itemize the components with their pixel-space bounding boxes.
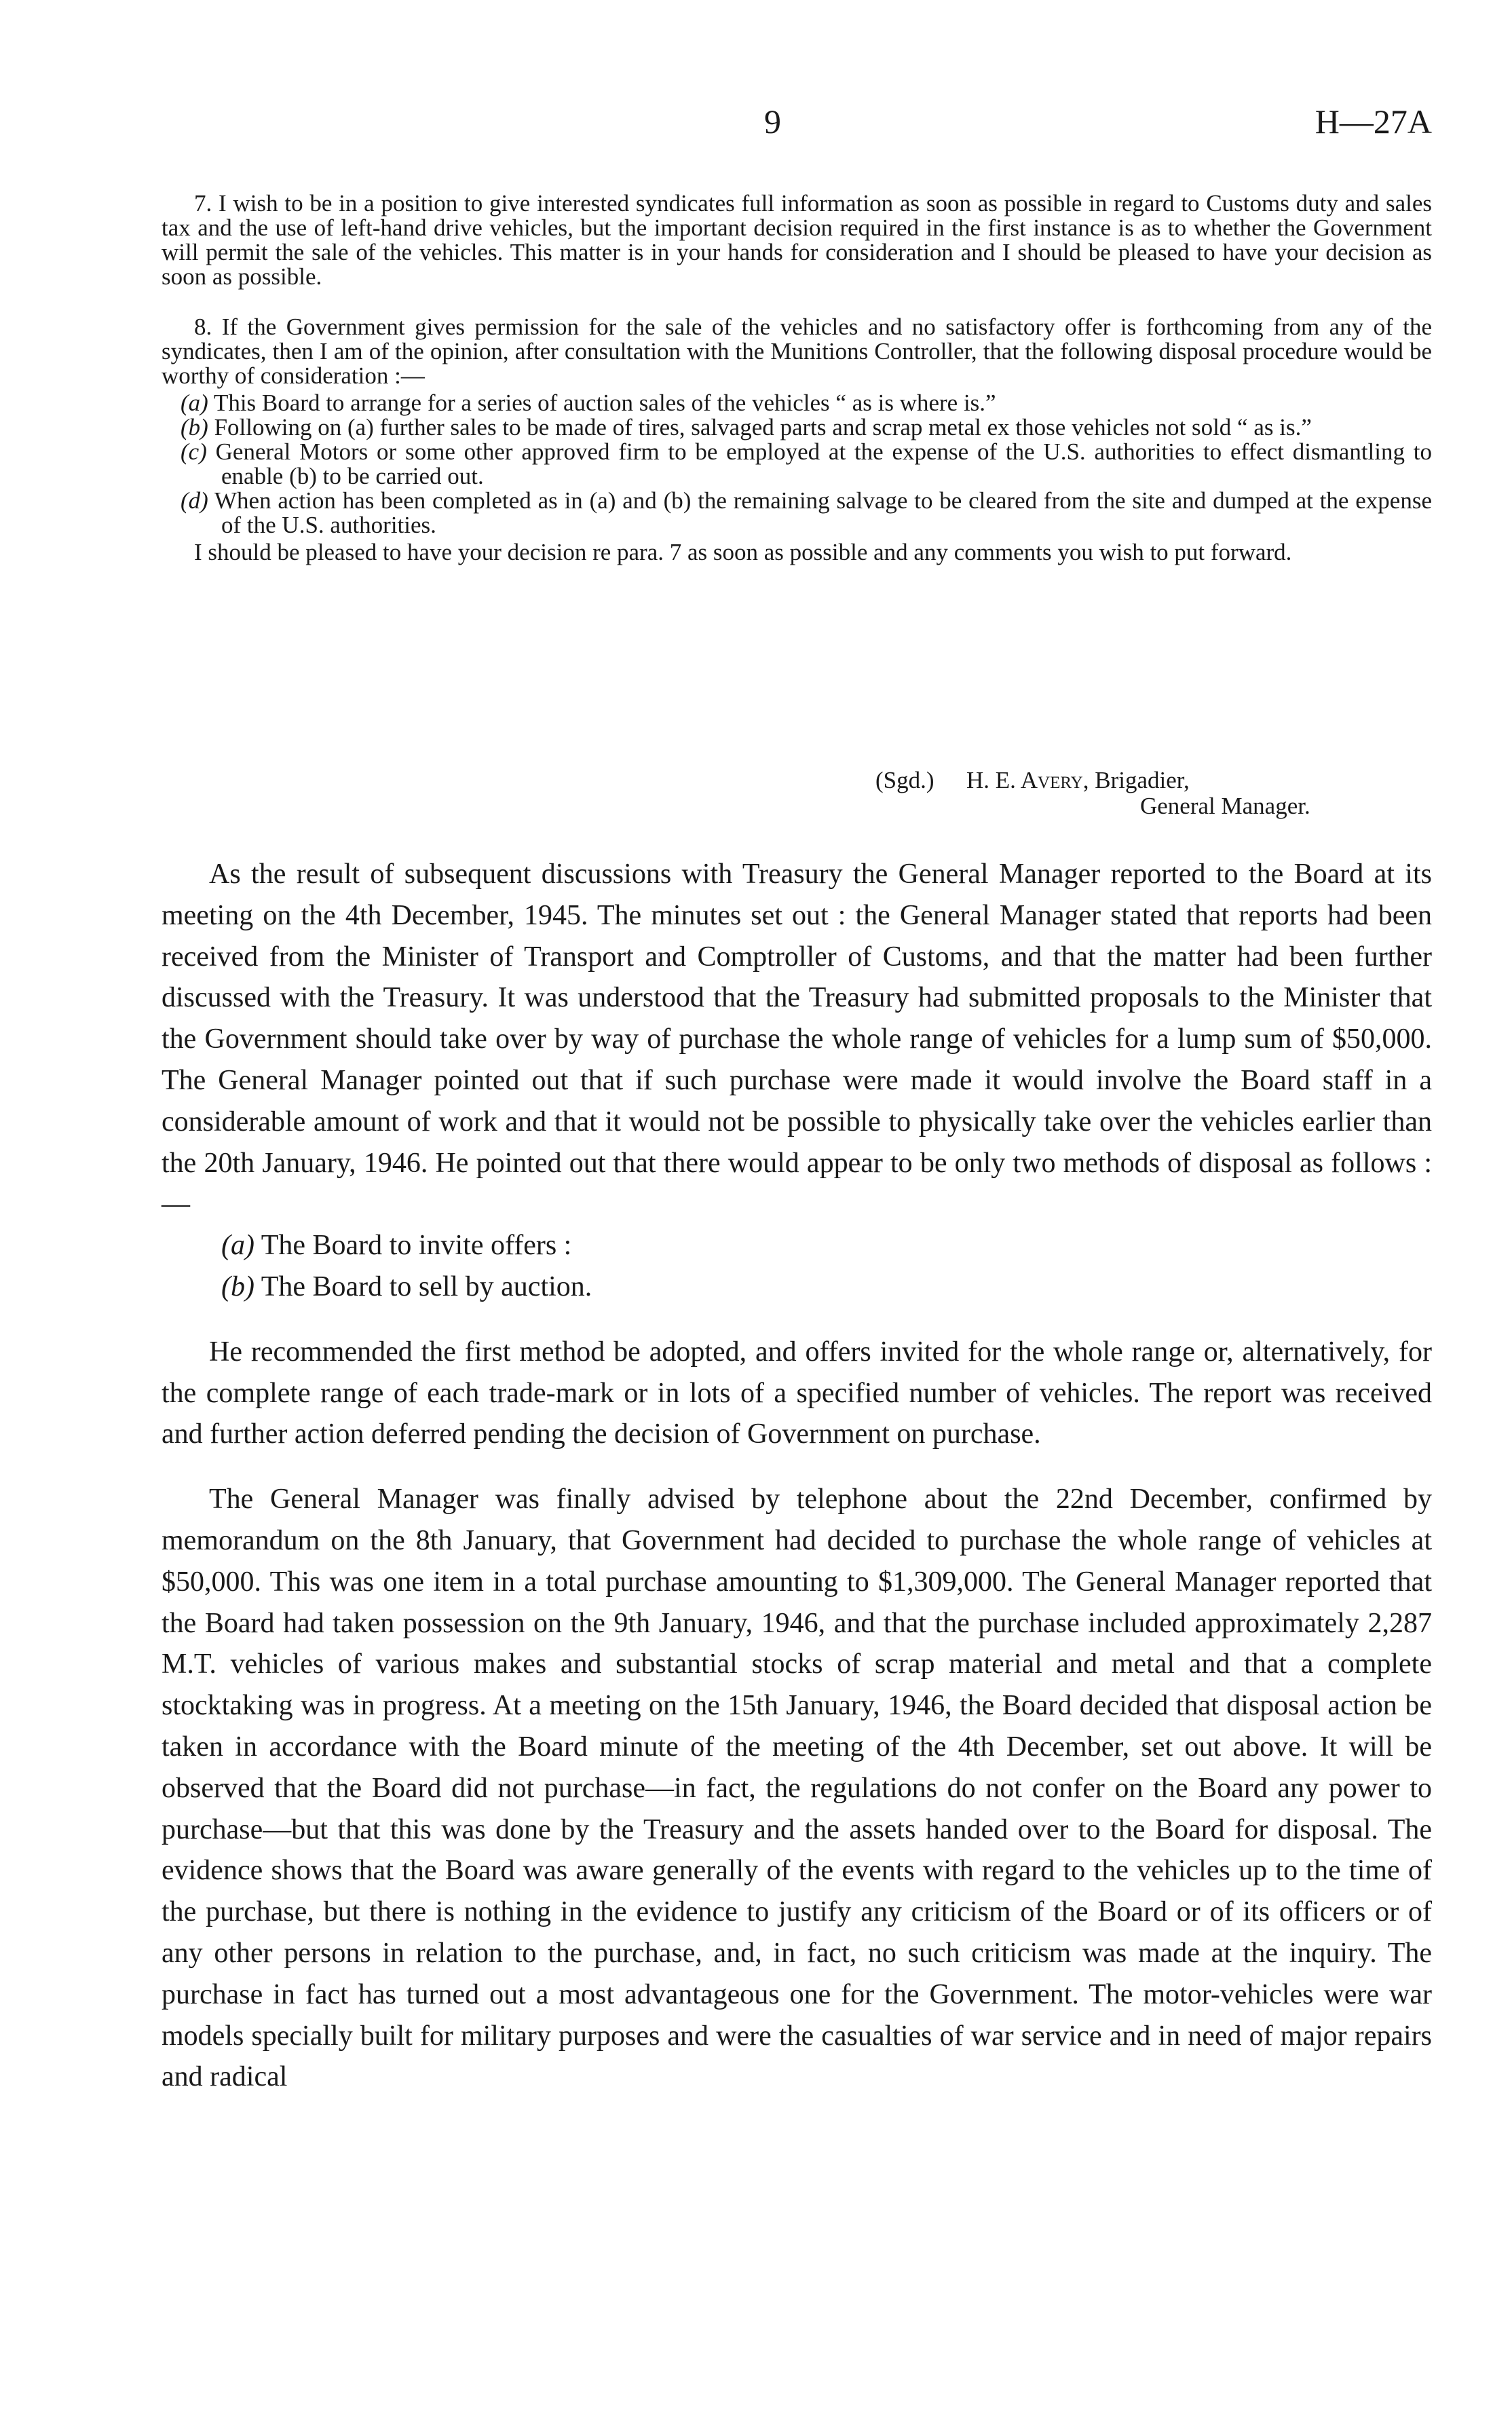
signature-title: General Manager. (1140, 793, 1310, 819)
item-label: (d) (181, 487, 208, 514)
item-text: When action has been completed as in (a) and (b) the remaining salvage to be cleared from the site and dumped at the expense of the U.S. authorities. (214, 487, 1432, 538)
letter-item-a (162, 391, 1432, 415)
quoted-letter (162, 191, 1432, 565)
item-text: General Motors or some other approved firm to be employed at the expense of the U.S. authorities to effect dismantling to enable (b) to be carried out. (215, 438, 1433, 489)
item-text: This Board to arrange for a series of auction sales of the vehicles “ as is where is.” (213, 390, 996, 416)
item-label: (b) (221, 1270, 254, 1302)
letter-closing: I should be pleased to have your decision re para. 7 as soon as possible and any comments you wish to put forward. (194, 539, 1292, 565)
item-text: The Board to invite offers : (261, 1230, 572, 1262)
method-b (162, 1266, 1432, 1308)
letter-item-b (162, 415, 1432, 440)
letter-paragraph-7: 7. I wish to be in a position to give interested syndicates full information as soon as possible in regard to Customs duty and sales tax and the use of left-hand drive vehicles, but the important decision required in the first instance is as to whether the Government will permit the sale of the vehicles. This matter is in your hands for consideration and I should be pleased to have your decision as soon as possible. (162, 190, 1432, 290)
method-a (162, 1225, 1432, 1266)
letter-paragraph-8: 8. If the Government gives permission for the sale of the vehicles and no satisfactory offer is forthcoming from any of the syndicates, then I am of the opinion, after consultation with the Munitions Controller, that the following disposal procedure would be worthy of consideration :— (162, 314, 1432, 389)
item-label: (c) (181, 438, 207, 465)
item-label: (a) (181, 390, 208, 416)
item-label: (a) (221, 1230, 254, 1262)
body-paragraph-2: He recommended the first method be adopted, and offers invited for the whole range or, alternatively, for the complete range of each trade-mark or in lots of a specified number of vehicles. The report was received and further action deferred pending the decision of Government on purchase. (162, 1336, 1432, 1450)
report-body (162, 854, 1432, 2098)
letter-item-d (162, 489, 1432, 538)
item-text: The Board to sell by auction. (261, 1270, 592, 1302)
body-paragraph-1: As the result of subsequent discussions with Treasury the General Manager reported to the Board at its meeting on the 4th December, 1945. The minutes set out : the General Manager stated that reports had been received from the Minister of Transport and Comptroller of Customs, and that the matter had been further discussed with the Treasury. It was understood that the Treasury had submitted proposals to the Minister that the Government should take over by way of purchase the whole range of vehicles for a lump sum of $50,000. The General Manager pointed out that if such purchase were made it would involve the Board staff in a considerable amount of work and that it would not be possible to physically take over the vehicles earlier than the 20th January, 1946. He pointed out that there would appear to be only two methods of disposal as follows :— (162, 859, 1432, 1220)
signature-name: H. E. Avery (966, 767, 1083, 793)
letter-item-c (162, 440, 1432, 489)
signature-rank: , Brigadier, (1082, 767, 1190, 793)
document-reference: H—27A (1315, 102, 1432, 140)
item-text: Following on (a) further sales to be made of tires, salvaged parts and scrap metal ex those vehicles not sold “ as is.” (214, 414, 1312, 440)
signature-line (875, 767, 1190, 794)
signature-prefix: (Sgd.) (875, 767, 934, 793)
body-paragraph-3: The General Manager was finally advised by telephone about the 22nd December, confirmed by memorandum on the 8th January, that Government had decided to purchase the whole range of vehicles at $50,000. This was one item in a total purchase amounting to $1,309,000. The General Manager reported that the Board had taken possession on the 9th January, 1946, and that the purchase included approximately 2,287 M.T. vehicles of various makes and substantial stocks of scrap material and metal and that a complete stocktaking was in progress. At a meeting on the 15th January, 1946, the Board decided that disposal action be taken in accordance with the Board minute of the meeting of the 4th December, set out above. It will be observed that the Board did not purchase—in fact, the regulations do not confer on the Board any power to purchase—but that this was done by the Treasury and the assets handed over to the Board for disposal. The evidence shows that the Board was aware generally of the events with regard to the vehicles up to the time of the purchase, but there is nothing in the evidence to justify any criticism of the Board or of its officers or of any other persons in relation to the purchase, and, in fact, no such criticism was made at the inquiry. The purchase in fact has turned out a most advantageous one for the Government. The motor-vehicles were war models specially built for military purposes and were the casualties of war service and in need of major repairs and radical (162, 1484, 1432, 2093)
item-label: (b) (181, 414, 208, 440)
page-number: 9 (764, 102, 781, 140)
